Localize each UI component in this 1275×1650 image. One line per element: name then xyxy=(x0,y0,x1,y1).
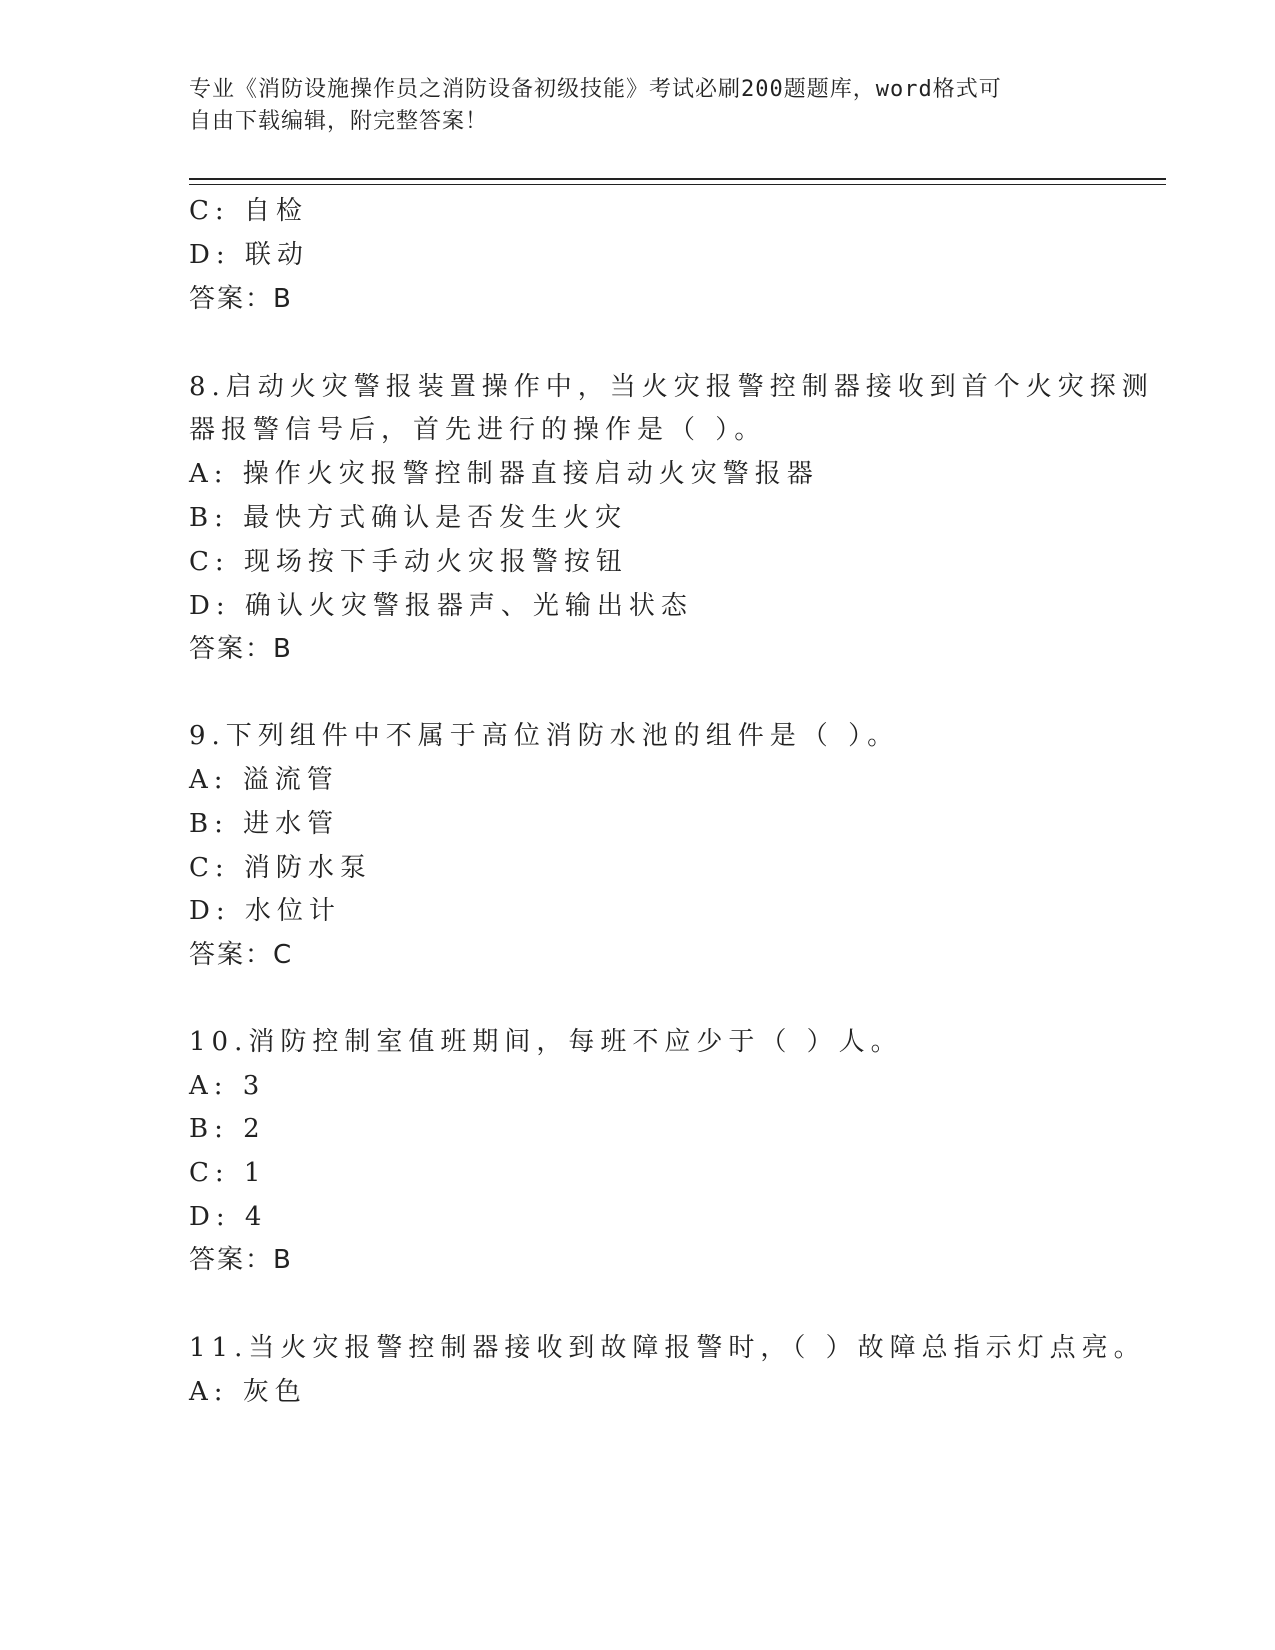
q10-answer: 答案：B xyxy=(189,1245,293,1275)
q9-option-a: A: 溢流管 xyxy=(189,765,339,795)
q9-option-b: B: 进水管 xyxy=(189,809,340,839)
header-title-line-2: 自由下载编辑，附完整答案！ xyxy=(189,109,489,134)
header-divider-thin xyxy=(189,184,1166,185)
q9-option-c: C: 消防水泵 xyxy=(189,853,372,883)
q8-stem-line-2: 器报警信号后，首先进行的操作是（ ）。 xyxy=(189,415,767,445)
document-header xyxy=(189,74,1089,138)
q11-option-a: A: 灰色 xyxy=(189,1377,307,1407)
q8-option-a: A: 操作火灾报警控制器直接启动火灾警报器 xyxy=(189,459,819,489)
q10-option-b: B: 2 xyxy=(189,1114,266,1144)
prev-option-d: D: 联动 xyxy=(189,240,309,270)
header-divider-thick xyxy=(189,178,1166,180)
q10-stem: 10.消防控制室值班期间，每班不应少于（ ）人。 xyxy=(189,1027,903,1057)
prev-answer: 答案：B xyxy=(189,284,293,314)
q11-stem: 11.当火灾报警控制器接收到故障报警时，（ ）故障总指示灯点亮。 xyxy=(189,1333,1146,1363)
q10-option-a: A: 3 xyxy=(189,1071,266,1101)
q9-option-d: D: 水位计 xyxy=(189,896,341,926)
q8-option-d: D: 确认火灾警报器声、光输出状态 xyxy=(189,591,693,621)
header-title-line-1: 专业《消防设施操作员之消防设备初级技能》考试必刷200题题库，word格式可 xyxy=(189,77,1002,102)
q8-stem-line-1: 8.启动火灾警报装置操作中，当火灾报警控制器接收到首个火灾探测 xyxy=(189,372,1154,402)
q8-option-b: B: 最快方式确认是否发生火灾 xyxy=(189,503,628,533)
q10-option-c: C: 1 xyxy=(189,1158,267,1188)
prev-option-c: C: 自检 xyxy=(189,196,308,226)
q9-stem: 9.下列组件中不属于高位消防水池的组件是（ ）。 xyxy=(189,721,900,751)
q8-answer: 答案：B xyxy=(189,634,293,664)
q8-option-c: C: 现场按下手动火灾报警按钮 xyxy=(189,547,628,577)
q10-option-d: D: 4 xyxy=(189,1202,268,1232)
q9-answer: 答案：C xyxy=(189,940,294,970)
